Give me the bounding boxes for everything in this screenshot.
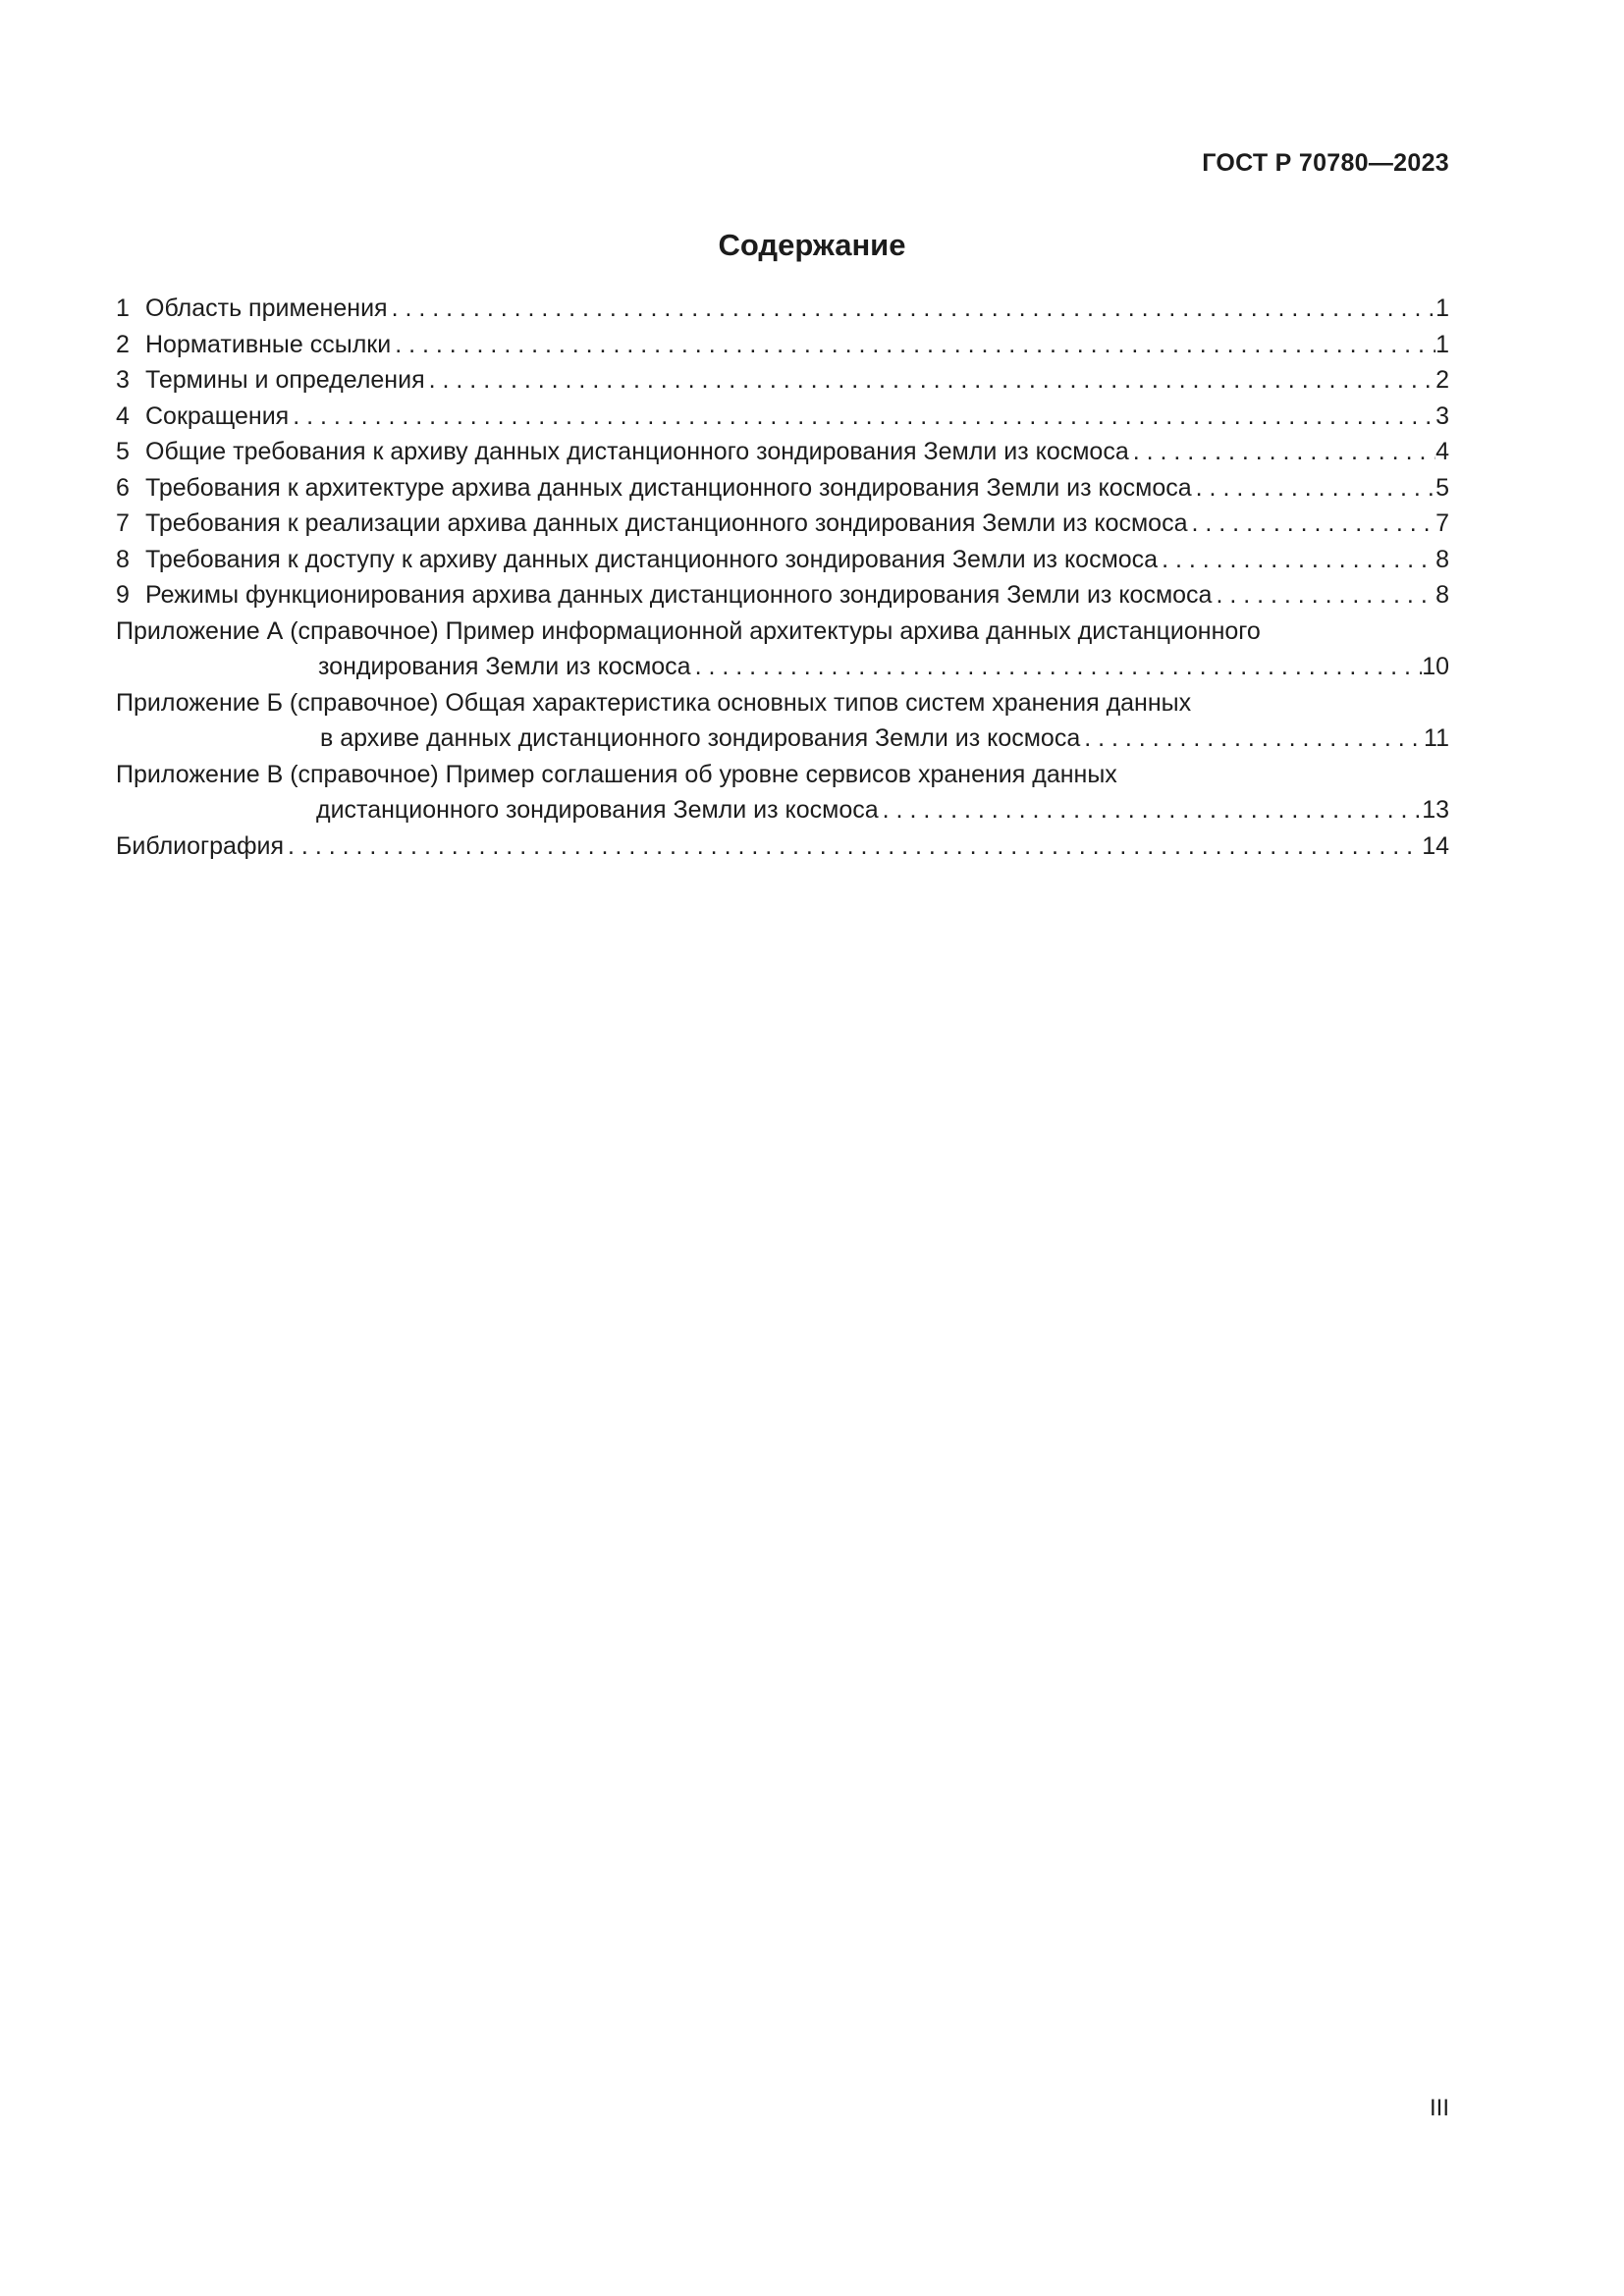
toc-leader-dots <box>284 828 1422 865</box>
toc-entry[interactable] <box>116 362 1449 399</box>
toc-appendix-a-heading[interactable] <box>116 614 1449 650</box>
toc-entry[interactable] <box>116 434 1449 470</box>
toc-entry-title: Область применения <box>145 294 388 322</box>
toc-appendix-a-continuation[interactable] <box>116 649 1449 685</box>
toc-entry-page: 13 <box>1422 796 1449 824</box>
toc-entry-title: Режимы функционирования архива данных дистанционного зондирования Земли из космоса <box>145 581 1213 609</box>
toc-entry-number: 6 <box>116 473 130 502</box>
toc-appendix-b-heading[interactable] <box>116 685 1449 721</box>
toc-appendix-c-heading[interactable] <box>116 757 1449 793</box>
toc-entry-number: 1 <box>116 294 130 322</box>
toc-entry-number: 4 <box>116 401 130 430</box>
toc-entry-page: 3 <box>1435 401 1449 430</box>
table-of-contents <box>116 291 1449 864</box>
toc-appendix-title: Приложение Б (справочное) Общая характеристика основных типов систем хранения данных <box>116 688 1192 717</box>
toc-leader-dots <box>289 399 1435 435</box>
toc-entry-number: 7 <box>116 509 130 537</box>
toc-leader-dots <box>1080 721 1424 757</box>
toc-entry-number: 8 <box>116 545 130 573</box>
toc-entry-page: 14 <box>1422 831 1449 860</box>
toc-entry-number: 2 <box>116 330 130 358</box>
toc-entry-title: Требования к доступу к архиву данных дистанционного зондирования Земли из космоса <box>145 545 1159 573</box>
toc-appendix-b-continuation[interactable] <box>116 721 1449 757</box>
toc-entry-number: 9 <box>116 581 130 609</box>
toc-entry-page: 7 <box>1435 509 1449 537</box>
toc-entry[interactable] <box>116 327 1449 363</box>
toc-leader-dots <box>1129 434 1435 470</box>
toc-entry-page: 8 <box>1435 581 1449 609</box>
toc-entry-title: Термины и определения <box>145 366 425 394</box>
toc-bibliography-title: Библиография <box>116 831 285 860</box>
toc-leader-dots <box>1158 542 1435 578</box>
toc-entry-page: 10 <box>1422 653 1449 680</box>
toc-entry-page: 5 <box>1435 473 1449 502</box>
toc-appendix-title-continuation: зондирования Земли из космоса <box>318 653 691 680</box>
toc-entry-title: Сокращения <box>145 401 290 430</box>
toc-entry-page: 4 <box>1435 438 1449 465</box>
toc-entry[interactable] <box>116 542 1449 578</box>
toc-entry[interactable] <box>116 470 1449 507</box>
toc-entry-number: 3 <box>116 366 130 394</box>
toc-leader-dots <box>1212 577 1435 614</box>
toc-entry-page: 2 <box>1435 366 1449 394</box>
toc-entry-title: Требования к архитектуре архива данных дистанционного зондирования Земли из космоса <box>145 473 1192 502</box>
toc-appendix-title: Приложение В (справочное) Пример соглашения об уровне сервисов хранения данных <box>116 760 1117 788</box>
toc-appendix-title-continuation: в архиве данных дистанционного зондирования Земли из космоса <box>320 724 1081 752</box>
toc-leader-dots <box>1192 470 1435 507</box>
toc-appendix-title-continuation: дистанционного зондирования Земли из космоса <box>316 796 879 824</box>
toc-leader-dots <box>425 362 1435 399</box>
toc-entry[interactable] <box>116 577 1449 614</box>
toc-title: Содержание <box>718 228 906 262</box>
toc-entry-page: 1 <box>1435 294 1449 322</box>
toc-entry-title: Требования к реализации архива данных дистанционного зондирования Земли из космоса <box>145 509 1188 537</box>
toc-leader-dots <box>391 327 1435 363</box>
toc-entry[interactable] <box>116 506 1449 542</box>
toc-entry-title: Нормативные ссылки <box>145 330 392 358</box>
toc-entry-page: 11 <box>1424 724 1449 752</box>
toc-leader-dots <box>879 792 1423 828</box>
toc-leader-dots <box>1188 506 1436 542</box>
toc-entry[interactable] <box>116 291 1449 327</box>
toc-bibliography[interactable] <box>116 828 1449 865</box>
toc-leader-dots <box>691 649 1423 685</box>
toc-entry-number: 5 <box>116 438 130 465</box>
toc-appendix-title: Приложение А (справочное) Пример информационной архитектуры архива данных дистанционного <box>116 616 1261 645</box>
page-number: III <box>1429 2095 1449 2121</box>
toc-entry-page: 1 <box>1435 330 1449 358</box>
toc-entry-page: 8 <box>1435 545 1449 573</box>
toc-entry-title: Общие требования к архиву данных дистанционного зондирования Земли из космоса <box>145 438 1129 465</box>
toc-leader-dots <box>388 291 1436 327</box>
toc-entry[interactable] <box>116 399 1449 435</box>
toc-appendix-c-continuation[interactable] <box>116 792 1449 828</box>
document-code: ГОСТ Р 70780—2023 <box>1202 149 1449 177</box>
